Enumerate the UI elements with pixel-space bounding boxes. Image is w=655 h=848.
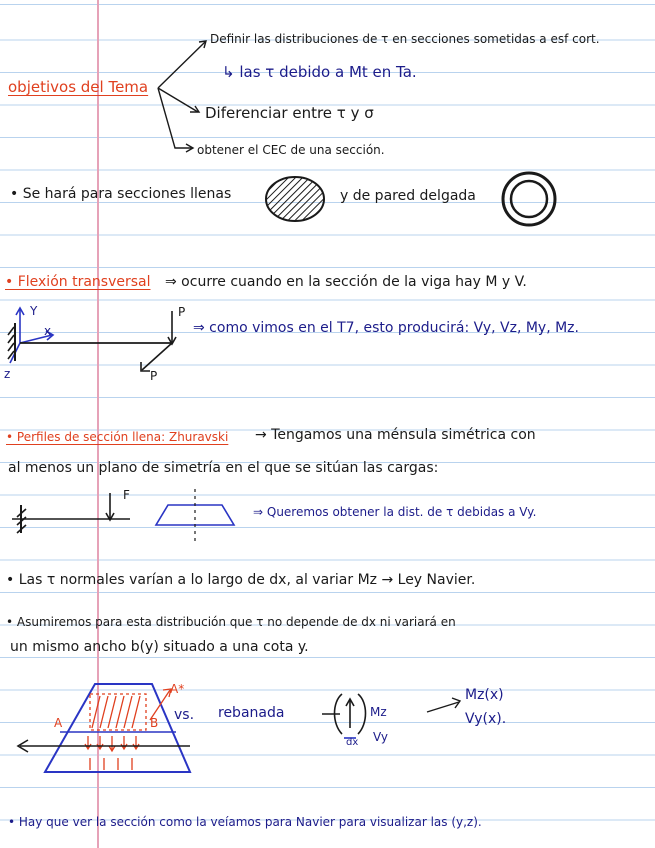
flexion-consequence: ⇒ como vimos en el T7, esto producirá: Vy, Vz, My, Mz. bbox=[193, 320, 579, 336]
axis-y-label: Y bbox=[30, 304, 38, 318]
flexion-heading: • Flexión transversal bbox=[5, 274, 151, 290]
sections-text-thin: y de pared delgada bbox=[340, 188, 476, 204]
point-b-right: B bbox=[150, 716, 159, 730]
thin-wall-section-icon bbox=[497, 170, 561, 228]
force-f-label: F bbox=[123, 488, 130, 502]
slice-moment-icon bbox=[318, 688, 418, 748]
axis-x-label: x bbox=[44, 324, 52, 338]
perfiles-line-2: al menos un plano de simetría en el que se sitúan las cargas: bbox=[8, 460, 439, 476]
note-line-2: • Asumiremos para esta distribución que τ no depende de dx ni variará en bbox=[6, 615, 456, 629]
note-line-3: un mismo ancho b(y) situado a una cota y. bbox=[10, 639, 309, 655]
objective-item-2: Diferenciar entre τ y σ bbox=[205, 104, 374, 122]
vy-label: Vy bbox=[373, 730, 388, 744]
result-vy: Vy(x). bbox=[465, 711, 507, 727]
footer-note: • Hay que ver la sección como la veíamos para Navier para visualizar las (y,z). bbox=[8, 815, 482, 829]
objective-item-1-sub: ↳ las τ debido a Mt en Ta. bbox=[222, 63, 417, 81]
vs-label: vs. bbox=[174, 707, 195, 723]
note-line-1: • Las τ normales varían a lo largo de dx, al variar Mz → Ley Navier. bbox=[6, 572, 476, 588]
cantilever-section-diagram bbox=[0, 485, 260, 555]
perfiles-goal: ⇒ Queremos obtener la dist. de τ debidas a Vy. bbox=[253, 505, 537, 519]
point-a-star: A* bbox=[170, 682, 185, 696]
mz-label: Mz bbox=[370, 705, 387, 719]
result-mz: Mz(x) bbox=[465, 687, 504, 703]
rebanada-label: rebanada bbox=[218, 705, 285, 721]
axis-z-label: z bbox=[4, 367, 11, 381]
solid-section-icon bbox=[263, 174, 327, 224]
sections-text-solid: • Se hará para secciones llenas bbox=[10, 186, 232, 202]
load-p-vertical: P bbox=[178, 305, 186, 319]
perfiles-line-1: → Tengamos una ménsula simétrica con bbox=[255, 427, 536, 443]
load-p-horizontal: P bbox=[150, 369, 158, 383]
objectives-heading: objetivos del Tema bbox=[8, 78, 149, 96]
trapezoid-slice-diagram bbox=[0, 660, 260, 790]
perfiles-heading: • Perfiles de sección llena: Zhuravski bbox=[6, 430, 229, 444]
objective-item-3: obtener el CEC de una sección. bbox=[197, 143, 385, 157]
point-a-left: A bbox=[54, 716, 63, 730]
objective-item-1: Definir las distribuciones de τ en secciones sometidas a esf cort. bbox=[210, 32, 600, 46]
dx-label: dx bbox=[346, 737, 359, 748]
flexion-statement: ⇒ ocurre cuando en la sección de la viga hay M y V. bbox=[165, 274, 527, 290]
